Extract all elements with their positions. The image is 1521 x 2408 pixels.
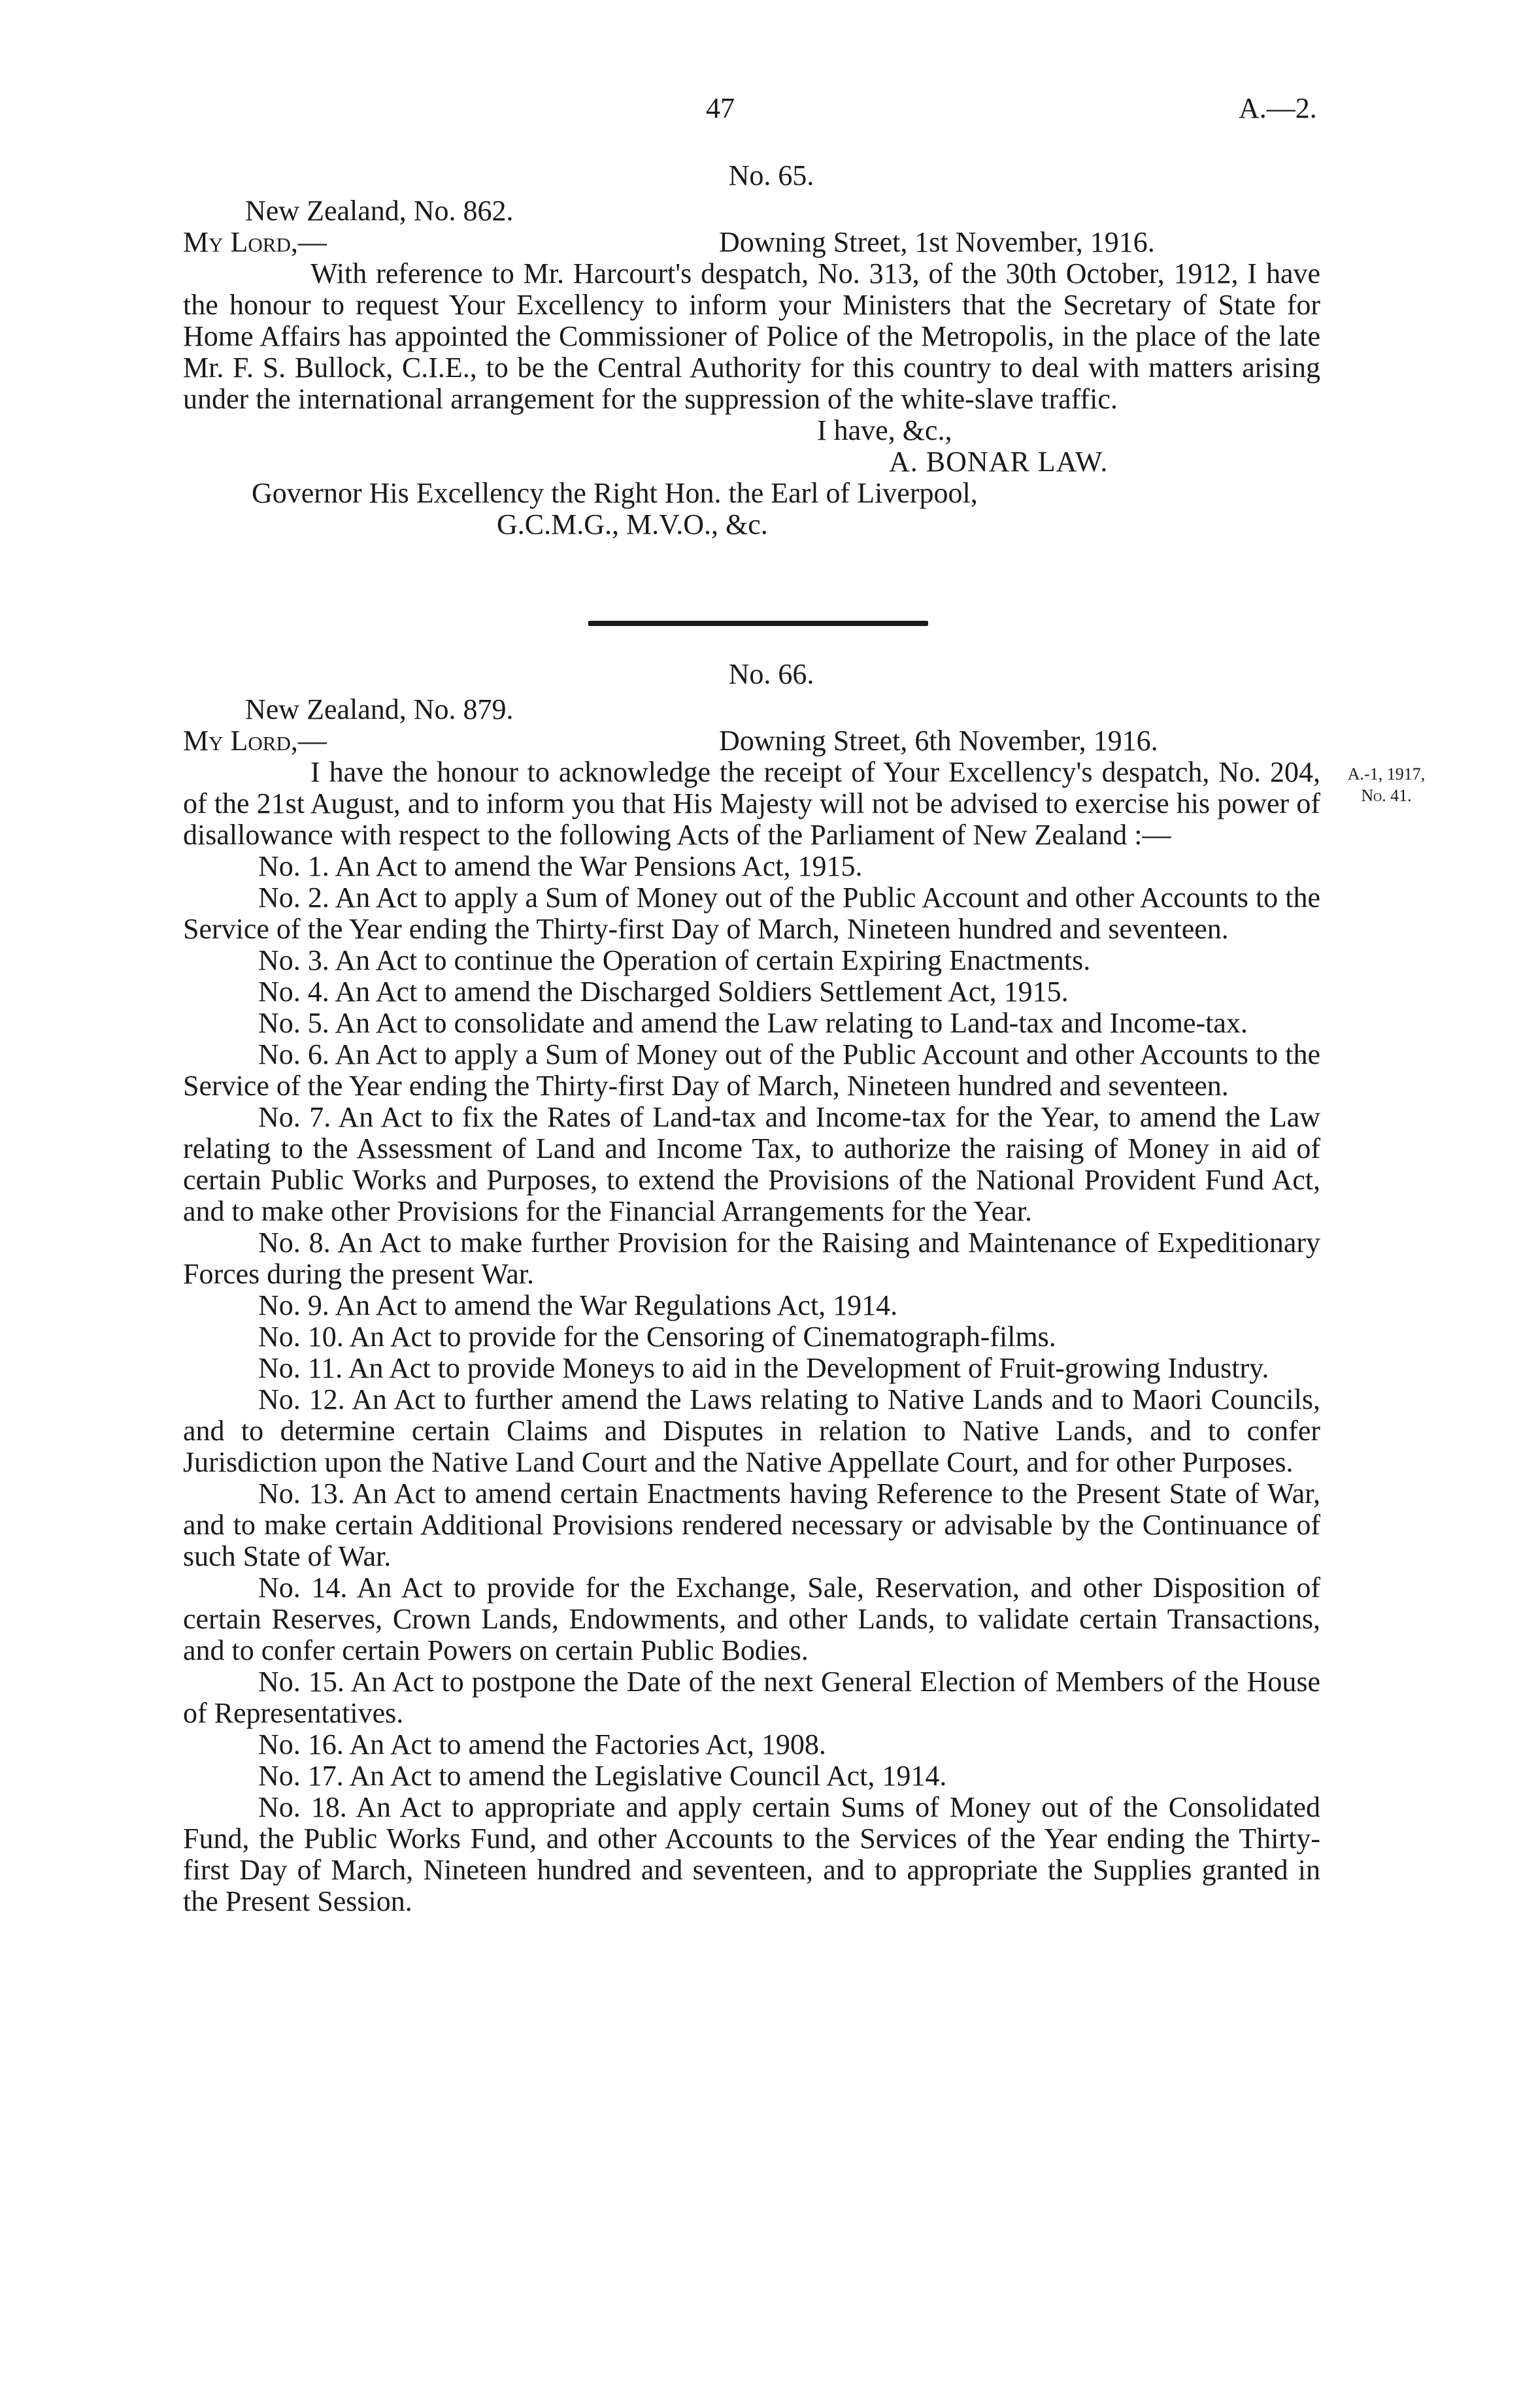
act-item: No. 12. An Act to further amend the Laws relating to Native Lands and to Maori Councils, and to determine certain Claims and Disputes in relation to Native Lands, and to confer Jurisdiction upon the Native Land Court and the Native Appellate Court, and for other Purposes.: [183, 1383, 1320, 1478]
despatch-body: With reference to Mr. Harcourt's despatch, No. 313, of the 30th October, 1912, I have the honour to request Your Excellency to inform your Ministers that the Secretary of State for Home Affairs has appointed the Commissioner of Police of the Metropolis, in the place of the late Mr. F. S. Bullock, C.I.E., to be the Central Authority for this country to deal with matters arising under the international arrangement for the suppression of the white-slave traffic.: [183, 257, 1320, 415]
margin-note-reference: A.-1, 1917,: [1347, 765, 1426, 783]
despatch-number: No. 66.: [728, 658, 814, 690]
despatch-65: [183, 160, 1320, 540]
act-item: No. 8. An Act to make further Provision for the Raising and Maintenance of Expeditionary Forces during the present War.: [183, 1227, 1320, 1290]
act-item: No. 10. An Act to provide for the Censoring of Cinematograph-films.: [258, 1321, 1056, 1353]
despatch-number: No. 65.: [728, 159, 814, 191]
act-item: No. 13. An Act to amend certain Enactments having Reference to the Present State of War, and to make certain Additional Provisions rendered necessary or advisable by the Continuance of such State of War.: [183, 1477, 1320, 1572]
salutation-row: [183, 725, 1320, 757]
salutation: My Lord,—: [183, 725, 327, 757]
act-item: No. 9. An Act to amend the War Regulations Act, 1914.: [258, 1289, 898, 1321]
margin-note: [1331, 763, 1442, 806]
act-item: No. 5. An Act to consolidate and amend the Law relating to Land-tax and Income-tax.: [258, 1007, 1248, 1039]
despatch-intro: I have the honour to acknowledge the receipt of Your Excellency's despatch, No. 204, of the 21st August, and to inform you that His Majesty will not be advised to exercise his power of disallowance with respect to the following Acts of the Parliament of New Zealand :—: [183, 756, 1320, 851]
despatch-date: Downing Street, 6th November, 1916.: [719, 725, 1158, 757]
act-item: No. 2. An Act to apply a Sum of Money out of the Public Account and other Accounts to the Service of the Year ending the Thirty-first Day of March, Nineteen hundred and seventeen.: [183, 882, 1320, 945]
act-item: No. 16. An Act to amend the Factories Act, 1908.: [258, 1728, 826, 1760]
salutation-row: [183, 227, 1320, 258]
act-item: No. 18. An Act to appropriate and apply certain Sums of Money out of the Consolidated Fund, the Public Works Fund, and other Accounts to the Services of the Year ending the Thirty-first Day of March, Nineteen hundred and seventeen, and to appropriate the Supplies granted in the Present Session.: [183, 1791, 1320, 1917]
signature: A. BONAR LAW.: [889, 446, 1109, 478]
act-item: No. 17. An Act to amend the Legislative Council Act, 1914.: [258, 1760, 947, 1792]
addressee-honours: G.C.M.G., M.V.O., &c.: [497, 508, 768, 540]
act-item: No. 1. An Act to amend the War Pensions Act, 1915.: [258, 850, 863, 882]
despatch-66: [183, 659, 1320, 1917]
despatch-address: New Zealand, No. 862.: [245, 195, 514, 227]
document-reference: A.—2.: [1239, 92, 1317, 124]
margin-note-number: No. 41.: [1361, 786, 1412, 805]
section-divider: [588, 621, 928, 626]
despatch-address: New Zealand, No. 879.: [245, 693, 514, 725]
closing: I have, &c.,: [817, 414, 952, 446]
act-item: No. 4. An Act to amend the Discharged Soldiers Settlement Act, 1915.: [258, 976, 1069, 1008]
act-item: No. 7. An Act to fix the Rates of Land-tax and Income-tax for the Year, to amend the Law relating to the Assessment of Land and Income Tax, to authorize the raising of Money in aid of certain Public Works and Purposes, to extend the Provisions of the National Provident Fund Act, and to make other Provisions for the Financial Arrangements for the Year.: [183, 1101, 1320, 1227]
act-item: No. 11. An Act to provide Moneys to aid in the Development of Fruit-growing Industry.: [258, 1352, 1269, 1384]
salutation: My Lord,—: [183, 226, 327, 258]
despatch-date: Downing Street, 1st November, 1916.: [719, 226, 1155, 258]
act-item: No. 14. An Act to provide for the Exchange, Sale, Reservation, and other Disposition of certain Reserves, Crown Lands, Endowments, and other Lands, to validate certain Transactions, and to confer certain Powers on certain Public Bodies.: [183, 1572, 1320, 1666]
addressee-line: Governor His Excellency the Right Hon. the Earl of Liverpool,: [252, 477, 978, 509]
act-item: No. 6. An Act to apply a Sum of Money out of the Public Account and other Accounts to the Service of the Year ending the Thirty-first Day of March, Nineteen hundred and seventeen.: [183, 1038, 1320, 1102]
page-number: 47: [706, 92, 735, 124]
act-item: No. 3. An Act to continue the Operation of certain Expiring Enactments.: [258, 944, 1091, 976]
act-item: No. 15. An Act to postpone the Date of the next General Election of Members of the House of Representatives.: [183, 1666, 1320, 1729]
